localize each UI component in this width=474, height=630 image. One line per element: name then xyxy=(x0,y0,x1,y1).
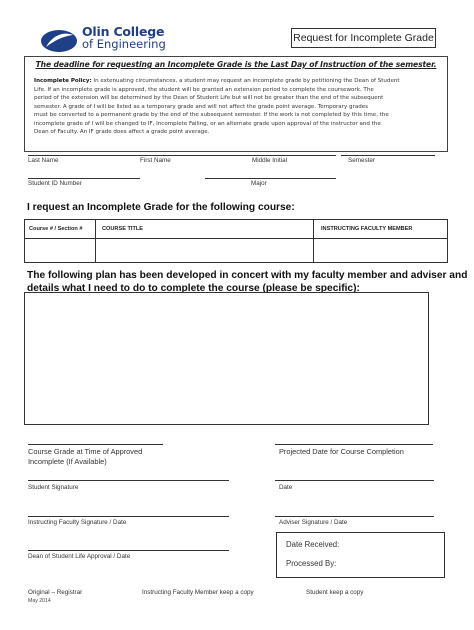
middle-initial-label: Middle Initial xyxy=(252,157,287,164)
semester-label: Semester xyxy=(348,157,375,164)
faculty-signature-label: Instructing Faculty Signature / Date xyxy=(28,519,127,526)
course-grade-line[interactable] xyxy=(28,444,163,445)
original-registrar-note: Original – Registrar xyxy=(28,589,83,596)
adviser-signature-label: Adviser Signature / Date xyxy=(279,519,348,526)
college-name xyxy=(82,25,166,51)
faculty-copy-note: Instructing Faculty Member keep a copy xyxy=(142,589,254,596)
course-grade-label: Course Grade at Time of Approved Incomplete (If Available) xyxy=(28,447,143,466)
policy-line: period of the extension will be determined by the Dean of Student Life but will not be greater than the end of the subsequent xyxy=(34,95,384,102)
policy-line: must be converted to a permanent grade by the end of the subsequent semester. If the work is not completed by this time, the xyxy=(34,112,389,119)
course-number-header: Course # / Section # xyxy=(29,226,83,232)
course-title-header: COURSE TITLE xyxy=(102,226,144,232)
policy-box xyxy=(24,56,448,152)
dean-approval-label: Dean of Student Life Approval / Date xyxy=(28,553,131,560)
policy-line: Life. If an incomplete grade is approved, the student will be granted an extension period to complete the coursework. The xyxy=(34,86,374,93)
course-section-heading: I request an Incomplete Grade for the following course: xyxy=(27,202,295,213)
student-date-line[interactable] xyxy=(275,480,434,481)
student-id-label: Student ID Number xyxy=(28,180,82,187)
policy-line: semester. A grade of I will be listed as a temporary grade and will not affect the grade point average. Temporary grades xyxy=(34,103,369,110)
policy-text xyxy=(34,77,438,137)
major-field-line[interactable] xyxy=(205,178,336,179)
semester-field-line[interactable] xyxy=(341,155,435,156)
policy-label: Incomplete Policy: xyxy=(34,78,92,84)
date-label: Date xyxy=(279,484,293,491)
college-name-line2: of Engineering xyxy=(82,37,166,51)
college-name-line1: Olin College xyxy=(82,24,165,39)
student-copy-note: Student keep a copy xyxy=(306,589,364,596)
revision-date: May 2014 xyxy=(28,598,51,604)
dean-approval-line[interactable] xyxy=(28,550,229,551)
student-signature-line[interactable] xyxy=(28,480,229,481)
policy-line: incomplete grade of I will be changed to IF, Incomplete Failing, or an alternate grade upon approval of the instructor and the xyxy=(34,120,381,127)
faculty-header: INSTRUCTING FACULTY MEMBER xyxy=(321,226,413,232)
policy-line: Dean of Faculty. An IF grade does affect a grade point average. xyxy=(34,129,210,136)
student-id-field-line[interactable] xyxy=(28,178,140,179)
major-label: Major xyxy=(251,180,267,187)
form-title: Request for Incomplete Grade xyxy=(291,28,436,48)
course-table xyxy=(24,219,448,263)
office-use-box xyxy=(276,532,445,578)
plan-heading-line2: details what I need to do to complete the course (please be specific): xyxy=(27,282,360,294)
first-name-label: First Name xyxy=(140,157,171,164)
faculty-cell[interactable] xyxy=(314,239,447,263)
course-number-cell[interactable] xyxy=(25,239,95,263)
processed-by-label: Processed By: xyxy=(286,559,337,568)
date-received-label: Date Received: xyxy=(286,540,340,549)
projected-date-label: Projected Date for Course Completion xyxy=(279,447,404,456)
faculty-signature-line[interactable] xyxy=(28,516,229,517)
olin-logo-icon xyxy=(40,29,78,53)
plan-heading-line1: The following plan has been developed in concert with my faculty member and adviser and xyxy=(27,270,468,281)
adviser-signature-line[interactable] xyxy=(275,516,434,517)
course-title-cell[interactable] xyxy=(96,239,313,263)
last-name-label: Last Name xyxy=(28,157,59,164)
deadline-heading: The deadline for requesting an Incomplete Grade is the Last Day of Instruction of the semester. xyxy=(35,60,437,69)
policy-line: Incomplete Policy: In extenuating circumstances, a student may request an incomplete grade by petitioning the Dean of Student xyxy=(34,78,400,84)
student-signature-label: Student Signature xyxy=(28,484,79,491)
projected-date-line[interactable] xyxy=(275,444,433,445)
name-field-line[interactable] xyxy=(28,155,336,156)
plan-text-area[interactable] xyxy=(24,292,429,425)
